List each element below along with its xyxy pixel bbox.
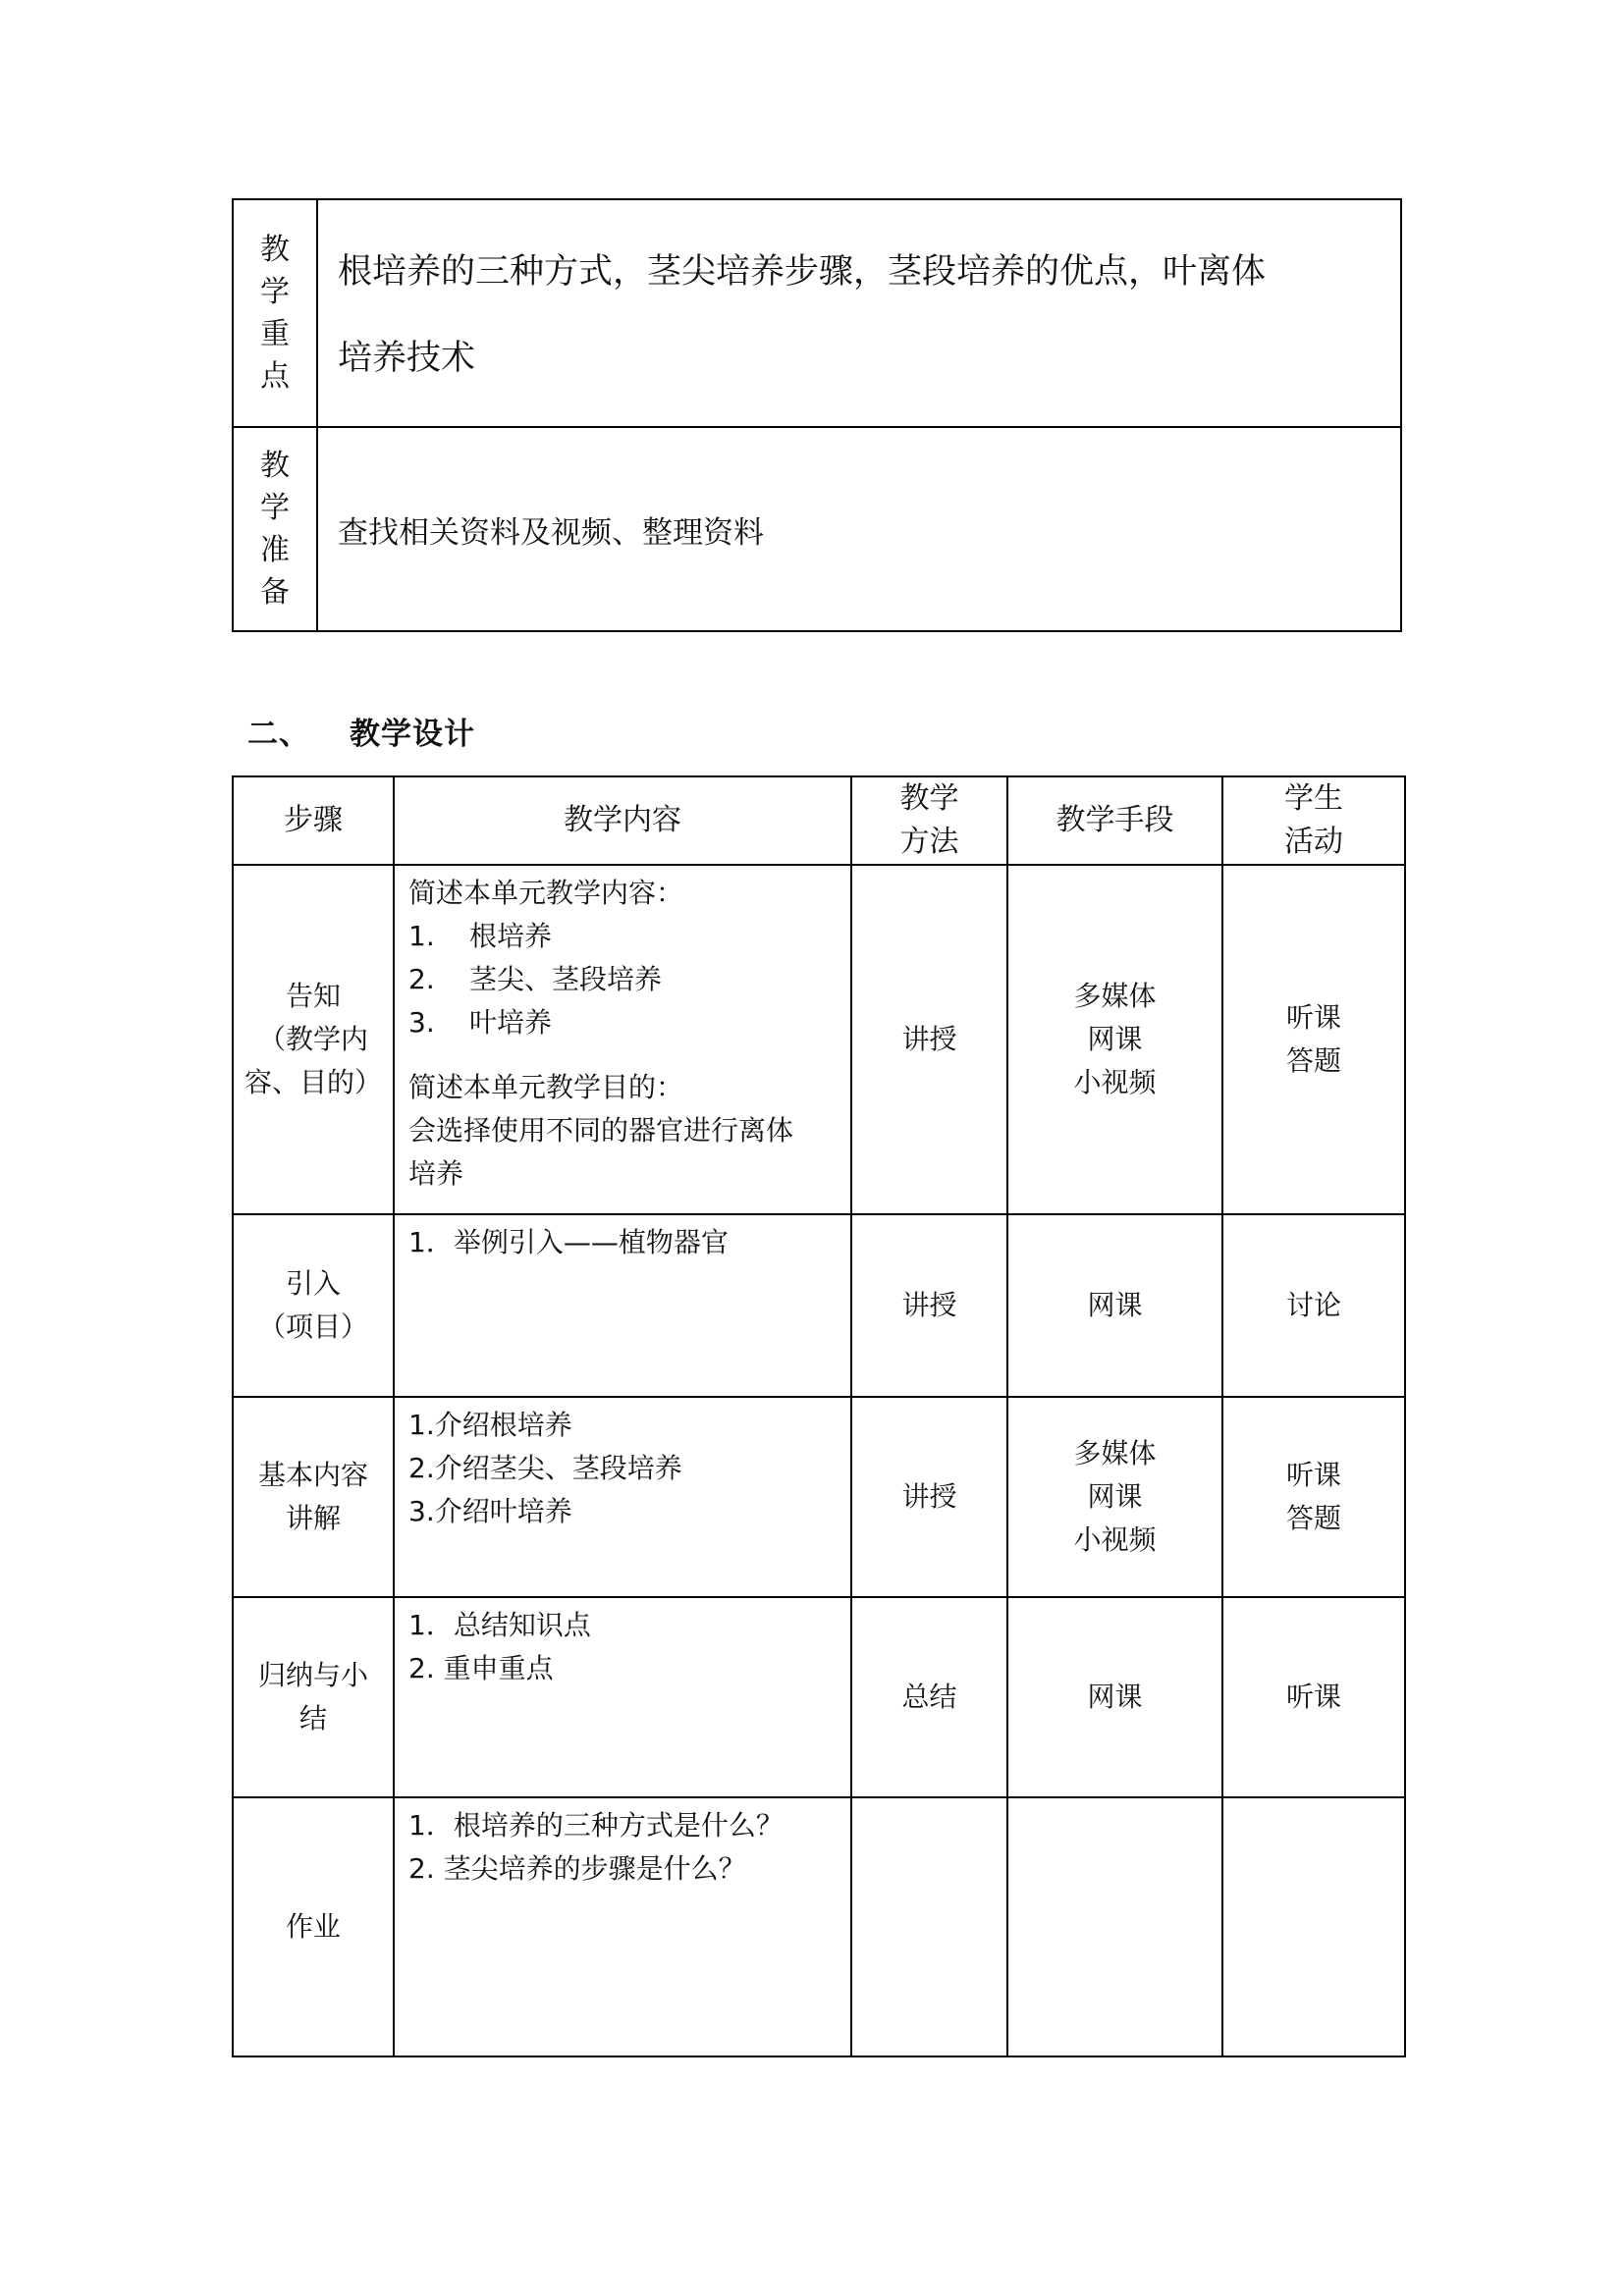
method-cell: 讲授 [851, 865, 1007, 1214]
activity-cell: 听课 答题 [1222, 865, 1405, 1214]
table-row [233, 1214, 1405, 1397]
section-number: 二、 [247, 717, 310, 752]
method-cell [851, 1797, 1007, 2056]
teaching-prep-text: 查找相关资料及视频、整理资料 [317, 427, 1401, 631]
step-cell: 归纳与小 结 [233, 1597, 394, 1797]
step-cell: 引入 （项目） [233, 1214, 394, 1397]
table-row [233, 1397, 1405, 1597]
table-header-row [233, 776, 1405, 865]
step-cell: 作业 [233, 1797, 394, 2056]
content-cell: 1.介绍根培养 2.介绍茎尖、茎段培养 3.介绍叶培养 [394, 1397, 851, 1597]
table-row [233, 1597, 1405, 1797]
header-content: 教学内容 [394, 776, 851, 865]
teaching-focus-label: 教 学 重 点 [233, 199, 317, 427]
activity-cell: 听课 答题 [1222, 1397, 1405, 1597]
content-cell: 1．总结知识点 2. 重申重点 [394, 1597, 851, 1797]
teaching-focus-text: 根培养的三种方式，茎尖培养步骤，茎段培养的优点，叶离体 培养技术 [317, 199, 1401, 427]
activity-cell [1222, 1797, 1405, 2056]
content-cell: 简述本单元教学内容： 1. 根培养 2. 茎尖、茎段培养 3. 叶培养 简述本单元教学目的： 会选择使用不同的器官进行离体 培养 [394, 865, 851, 1214]
table-row [233, 1797, 1405, 2056]
section-title: 教学设计 [350, 717, 475, 752]
header-activity: 学生 活动 [1222, 776, 1405, 865]
teaching-focus-row [233, 199, 1401, 427]
teaching-prep-label: 教 学 准 备 [233, 427, 317, 631]
step-cell: 基本内容 讲解 [233, 1397, 394, 1597]
teaching-design-table [232, 775, 1406, 2057]
method-cell: 总结 [851, 1597, 1007, 1797]
means-cell: 多媒体 网课 小视频 [1007, 865, 1222, 1214]
header-method: 教学 方法 [851, 776, 1007, 865]
method-cell: 讲授 [851, 1214, 1007, 1397]
means-cell: 多媒体 网课 小视频 [1007, 1397, 1222, 1597]
content-cell: 1．根培养的三种方式是什么？ 2. 茎尖培养的步骤是什么？ [394, 1797, 851, 2056]
header-step: 步骤 [233, 776, 394, 865]
teaching-prep-row [233, 427, 1401, 631]
list-item: 3. 叶培养 [408, 1006, 553, 1039]
means-cell: 网课 [1007, 1597, 1222, 1797]
means-cell: 网课 [1007, 1214, 1222, 1397]
top-info-table [232, 198, 1402, 632]
activity-cell: 听课 [1222, 1597, 1405, 1797]
header-means: 教学手段 [1007, 776, 1222, 865]
section-heading [247, 709, 475, 753]
list-item: 1. 根培养 [408, 920, 553, 952]
means-cell [1007, 1797, 1222, 2056]
method-cell: 讲授 [851, 1397, 1007, 1597]
list-item: 2. 茎尖、茎段培养 [408, 963, 663, 995]
table-row [233, 865, 1405, 1214]
activity-cell: 讨论 [1222, 1214, 1405, 1397]
content-cell: 1．举例引入——植物器官 [394, 1214, 851, 1397]
step-cell: 告知 （教学内 容、目的） [233, 865, 394, 1214]
